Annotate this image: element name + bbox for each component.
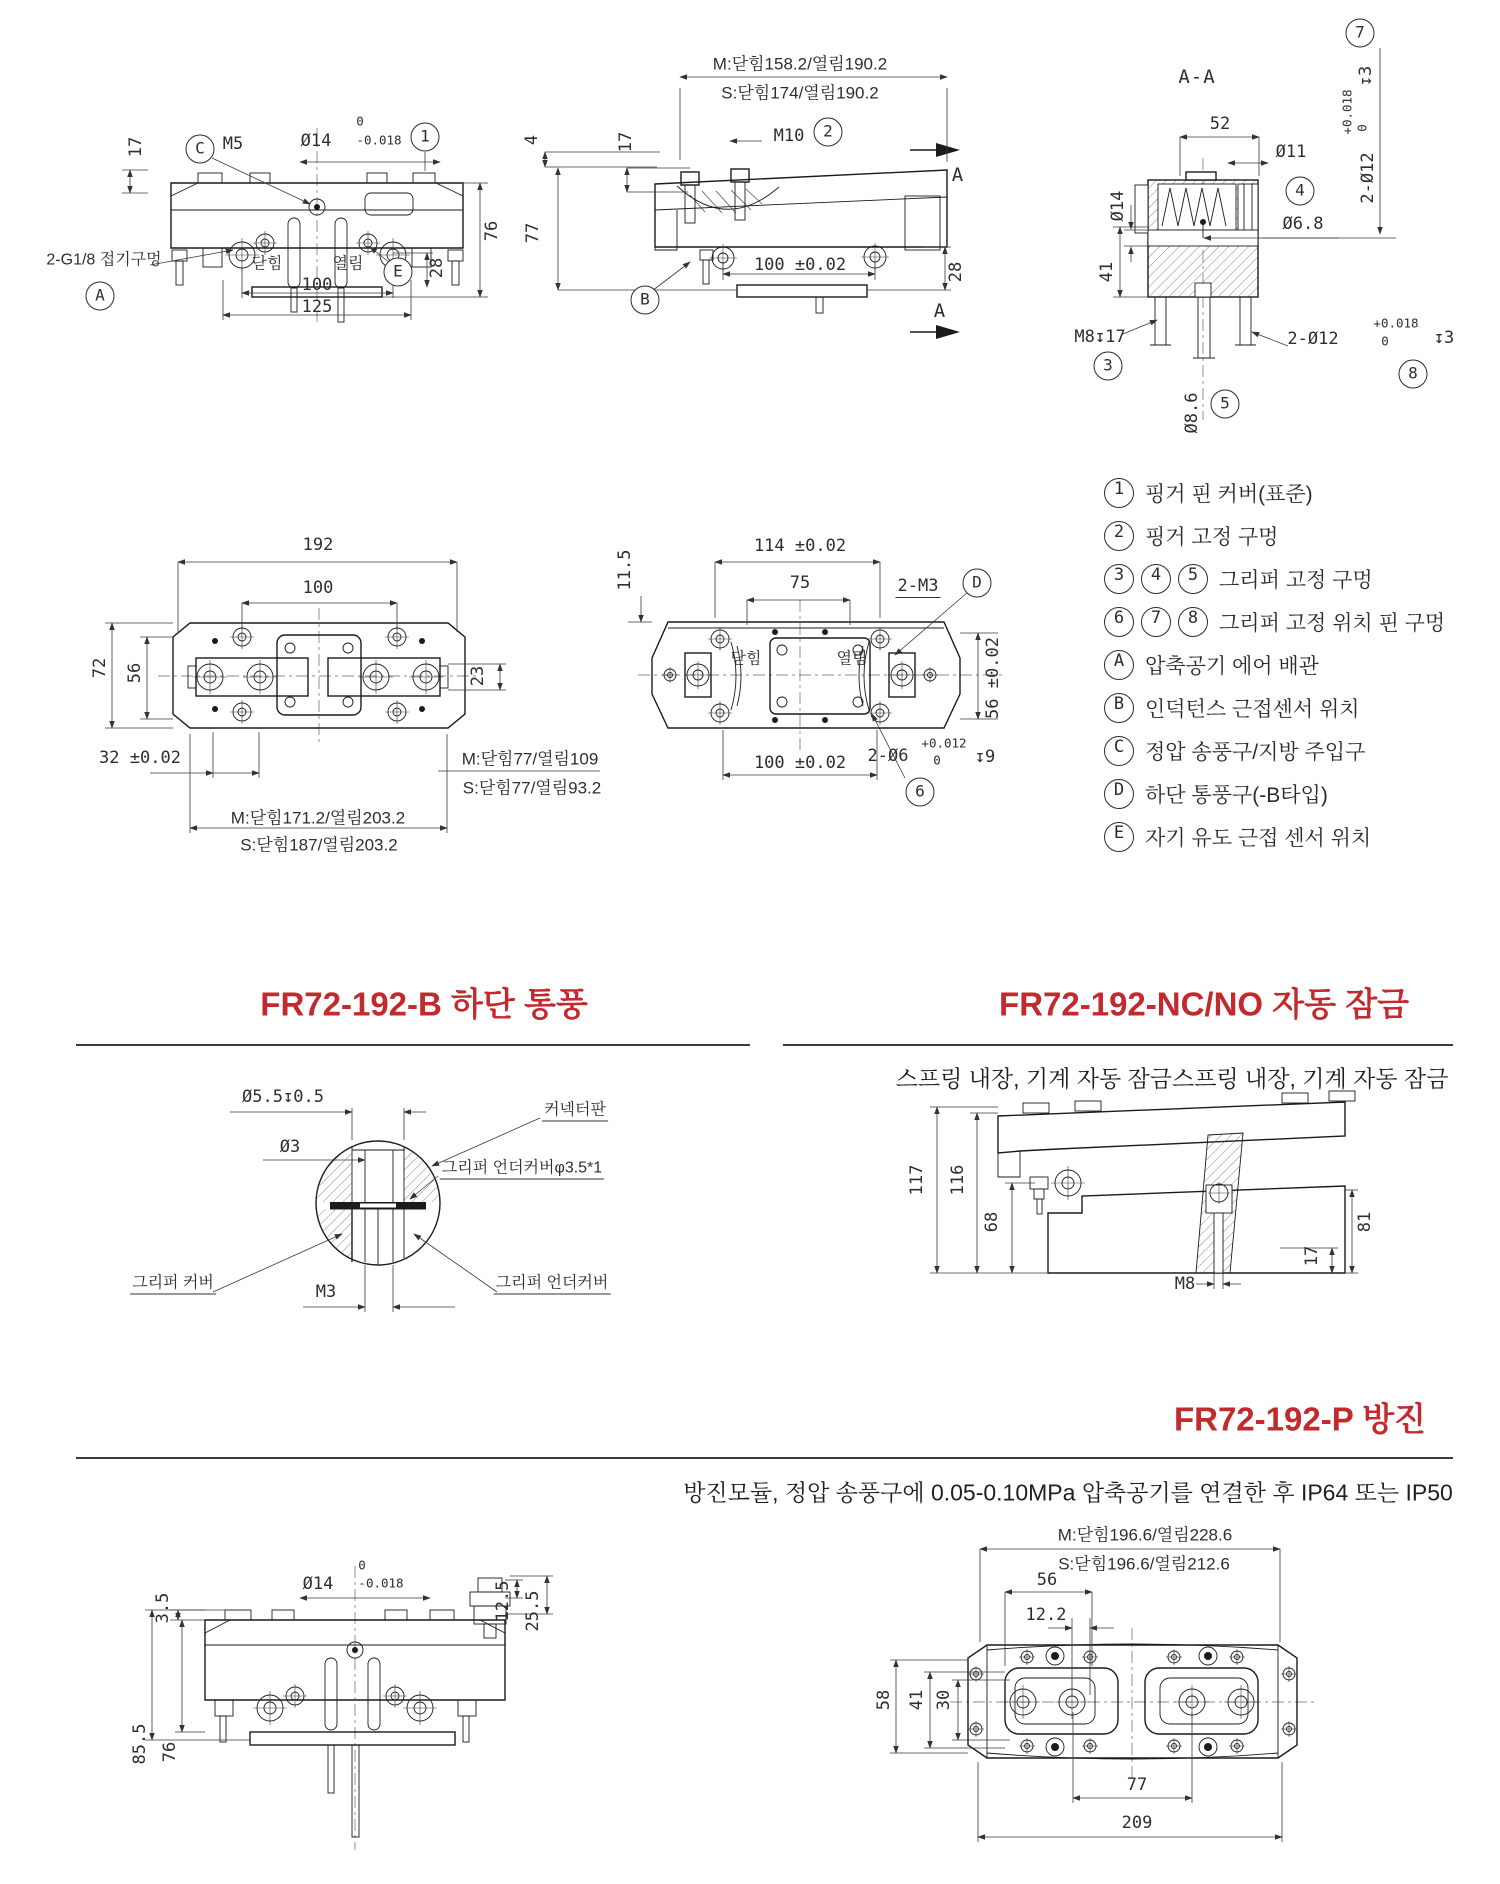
- legend-item: [1104, 557, 1445, 600]
- balloon-label: 3: [1094, 352, 1123, 381]
- dim-label: Ø3: [279, 1137, 301, 1157]
- dim-label: 209: [1121, 1813, 1153, 1833]
- section-aa-drawing: [1113, 48, 1396, 420]
- dim-label: M:닫힘158.2/열림190.2: [712, 54, 888, 74]
- legend-badge: C: [1104, 736, 1134, 766]
- dim-label: ↧3: [1356, 65, 1376, 87]
- legend-badge: D: [1104, 779, 1134, 809]
- front-view-drawing: [122, 128, 488, 322]
- dim-label: A: [933, 300, 947, 322]
- balloon-label: A: [86, 282, 115, 311]
- dim-label: 100: [301, 275, 333, 295]
- dim-label: 77: [1126, 1775, 1148, 1795]
- dim-label: 58: [874, 1689, 894, 1711]
- dim-label: Ø14: [302, 1574, 334, 1594]
- legend-item-label: 핑거 고정 구멍: [1145, 525, 1279, 549]
- dim-label: 28: [427, 257, 447, 279]
- dim-label: 77: [523, 222, 543, 244]
- dim-label: M:닫힘171.2/열림203.2: [230, 808, 406, 828]
- dim-label: 85.5: [130, 1723, 150, 1765]
- dim-label: +0.018: [1339, 89, 1355, 135]
- dim-label: 41: [907, 1689, 927, 1711]
- dim-label: 100 ±0.02: [753, 255, 847, 275]
- dim-label: 56 ±0.02: [983, 637, 1003, 719]
- legend-item: [1104, 686, 1445, 729]
- legend-badge: 2: [1104, 521, 1134, 551]
- dim-label: 75: [789, 573, 811, 593]
- dim-label: 열림: [836, 650, 868, 668]
- section-rule-b: [76, 1044, 750, 1046]
- dim-label: 0: [356, 113, 364, 129]
- dim-label: S:닫힘77/열림93.2: [462, 778, 602, 798]
- dim-label: Ø14: [1108, 190, 1128, 222]
- legend-badge: 1: [1104, 478, 1134, 508]
- dim-label: 17: [616, 131, 636, 153]
- top-view-drawing: [105, 562, 600, 833]
- dim-label: 2-Ø12: [1287, 329, 1339, 349]
- dim-label: 0: [933, 752, 941, 768]
- dim-label: M8: [1174, 1274, 1196, 1294]
- balloon-label: 6: [906, 778, 935, 807]
- dim-label: M8↧17: [1074, 327, 1126, 347]
- dim-label: 100: [302, 578, 334, 598]
- legend-badge: 3: [1104, 564, 1134, 594]
- legend-item-label: 압축공기 에어 배관: [1145, 654, 1319, 678]
- dim-label: S:닫힘174/열림190.2: [721, 83, 879, 103]
- section-title-ncno: FR72-192-NC/NO 자동 잠금: [999, 985, 1409, 1023]
- dim-label: 56: [1036, 1570, 1058, 1590]
- legend-badge: E: [1104, 822, 1134, 852]
- dim-label: 12.2: [1025, 1605, 1067, 1625]
- ncno-view-drawing: [930, 1091, 1358, 1289]
- dim-label: 17: [1302, 1245, 1322, 1267]
- legend-badge: 8: [1178, 607, 1208, 637]
- side-view-drawing: [545, 77, 960, 339]
- p-top-view-drawing: [890, 1549, 1315, 1842]
- dim-label: 100 ±0.02: [753, 753, 847, 773]
- legend-badge: 4: [1141, 564, 1171, 594]
- section-rule-p: [76, 1457, 1453, 1459]
- dim-label: ↧9: [974, 747, 996, 767]
- legend-item-label: 그리퍼 고정 구멍: [1219, 568, 1373, 592]
- dim-label: 0: [1381, 333, 1389, 349]
- legend-item: [1104, 772, 1445, 815]
- dim-label: 23: [468, 665, 488, 687]
- section-subtitle-p: 방진모듈, 정압 송풍구에 0.05-0.10MPa 압축공기를 연결한 후 IP64 또는 IP50: [683, 1479, 1453, 1506]
- dim-label: S:닫힘187/열림203.2: [240, 835, 398, 855]
- dim-label: 76: [160, 1741, 180, 1763]
- dim-label: 52: [1209, 114, 1231, 134]
- dim-label: 41: [1097, 261, 1117, 283]
- bottom-view-drawing: [628, 562, 1002, 780]
- dim-label: M:닫힘77/열림109: [461, 749, 599, 769]
- legend-item: [1104, 471, 1445, 514]
- dim-label: 76: [482, 220, 502, 242]
- dim-label: 56: [125, 662, 145, 684]
- dim-label: 117: [907, 1164, 927, 1196]
- dim-label: M10: [773, 126, 805, 146]
- dim-label: M:닫힘196.6/열림228.6: [1057, 1525, 1233, 1545]
- dim-label: 2-M3: [897, 576, 939, 596]
- legend-item: [1104, 514, 1445, 557]
- dim-label: -0.018: [356, 132, 402, 148]
- dim-label: +0.018: [1373, 315, 1419, 331]
- legend-badge: 7: [1141, 607, 1171, 637]
- dim-label: 12.5: [493, 1580, 513, 1622]
- dim-label: 닫힘: [730, 650, 762, 668]
- balloon-label: 1: [411, 123, 440, 152]
- dim-label: M3: [315, 1282, 337, 1302]
- legend-item: [1104, 600, 1445, 643]
- dim-label: Ø5.5↧0.5: [242, 1087, 324, 1107]
- legend-item-label: 핑거 핀 커버(표준): [1145, 482, 1313, 506]
- dim-label: 30: [934, 1689, 954, 1711]
- dim-label: 17: [126, 136, 146, 158]
- dim-label: M5: [222, 134, 244, 154]
- dim-label: 114 ±0.02: [753, 536, 847, 556]
- balloon-label: 8: [1399, 360, 1428, 389]
- dim-label: 그리퍼 커버: [130, 1270, 216, 1295]
- dim-label: 0: [358, 1557, 366, 1573]
- dim-label: 72: [90, 657, 110, 679]
- dim-label: 68: [982, 1211, 1002, 1233]
- dim-label: 0: [1354, 124, 1370, 132]
- p-side-view-drawing: [145, 1566, 553, 1850]
- dim-label: ↧3: [1433, 328, 1455, 348]
- dim-label: 그리퍼 언더커버φ3.5*1: [440, 1155, 604, 1180]
- balloon-label: 5: [1211, 390, 1240, 419]
- section-title-p: FR72-192-P 방진: [1173, 1400, 1427, 1438]
- legend-item: [1104, 729, 1445, 772]
- dim-label: 2-G1/8 접기구멍: [46, 251, 162, 269]
- section-rule-ncno: [783, 1044, 1453, 1046]
- dim-label: Ø8.6: [1182, 392, 1202, 434]
- dim-label: 2-Ø12: [1358, 152, 1378, 204]
- dim-label: Ø14: [300, 131, 332, 151]
- legend-item-label: 정압 송풍구/지방 주입구: [1145, 740, 1366, 764]
- dim-label: +0.012: [921, 735, 967, 751]
- dim-label: 3.5: [153, 1592, 173, 1624]
- dim-label: -0.018: [358, 1575, 404, 1591]
- dim-label: A-A: [1178, 66, 1216, 88]
- balloon-label: D: [963, 569, 992, 598]
- dim-label: 192: [302, 535, 334, 555]
- legend-item: [1104, 815, 1445, 858]
- balloon-label: 7: [1346, 19, 1375, 48]
- section-title-b: FR72-192-B 하단 통풍: [260, 985, 588, 1023]
- dim-label: 그리퍼 언더커버: [494, 1270, 611, 1295]
- dim-label: 닫힘: [251, 255, 283, 273]
- balloon-label: 4: [1286, 177, 1315, 206]
- dim-label: S:닫힘196.6/열림212.6: [1058, 1554, 1230, 1574]
- dim-label: Ø11: [1275, 142, 1307, 162]
- balloon-label: C: [186, 135, 215, 164]
- dim-label: 125: [301, 297, 333, 317]
- legend-badge: 5: [1178, 564, 1208, 594]
- balloon-label: 2: [814, 118, 843, 147]
- dim-label: 커넥터판: [542, 1097, 608, 1122]
- legend-badge: A: [1104, 650, 1134, 680]
- balloon-label: B: [631, 286, 660, 315]
- dim-label: Ø6.8: [1282, 214, 1324, 234]
- dim-label: 열림: [332, 255, 364, 273]
- dim-label: 32 ±0.02: [99, 748, 181, 768]
- dim-label: 2-Ø6: [867, 746, 909, 766]
- dim-label: 81: [1355, 1211, 1375, 1233]
- legend-item: [1104, 643, 1445, 686]
- dim-label: 4: [522, 134, 542, 146]
- legend-badge: 6: [1104, 607, 1134, 637]
- legend-item-label: 자기 유도 근접 센서 위치: [1145, 826, 1372, 850]
- dim-label: 28: [946, 261, 966, 283]
- section-subtitle-ncno: 스프링 내장, 기계 자동 잠금스프링 내장, 기계 자동 잠금: [895, 1065, 1449, 1092]
- dim-label: 11.5: [615, 549, 635, 591]
- dim-label: A: [951, 164, 965, 186]
- dim-label: 25.5: [523, 1590, 543, 1632]
- dim-label: 116: [948, 1164, 968, 1196]
- legend-item-label: 그리퍼 고정 위치 핀 구멍: [1219, 611, 1446, 635]
- legend: [1104, 471, 1445, 858]
- legend-badge: B: [1104, 693, 1134, 723]
- legend-item-label: 인덕턴스 근접센서 위치: [1145, 697, 1360, 721]
- balloon-label: E: [384, 258, 413, 287]
- b-detail-drawing: [213, 1108, 540, 1312]
- legend-item-label: 하단 통풍구(-B타입): [1145, 783, 1328, 807]
